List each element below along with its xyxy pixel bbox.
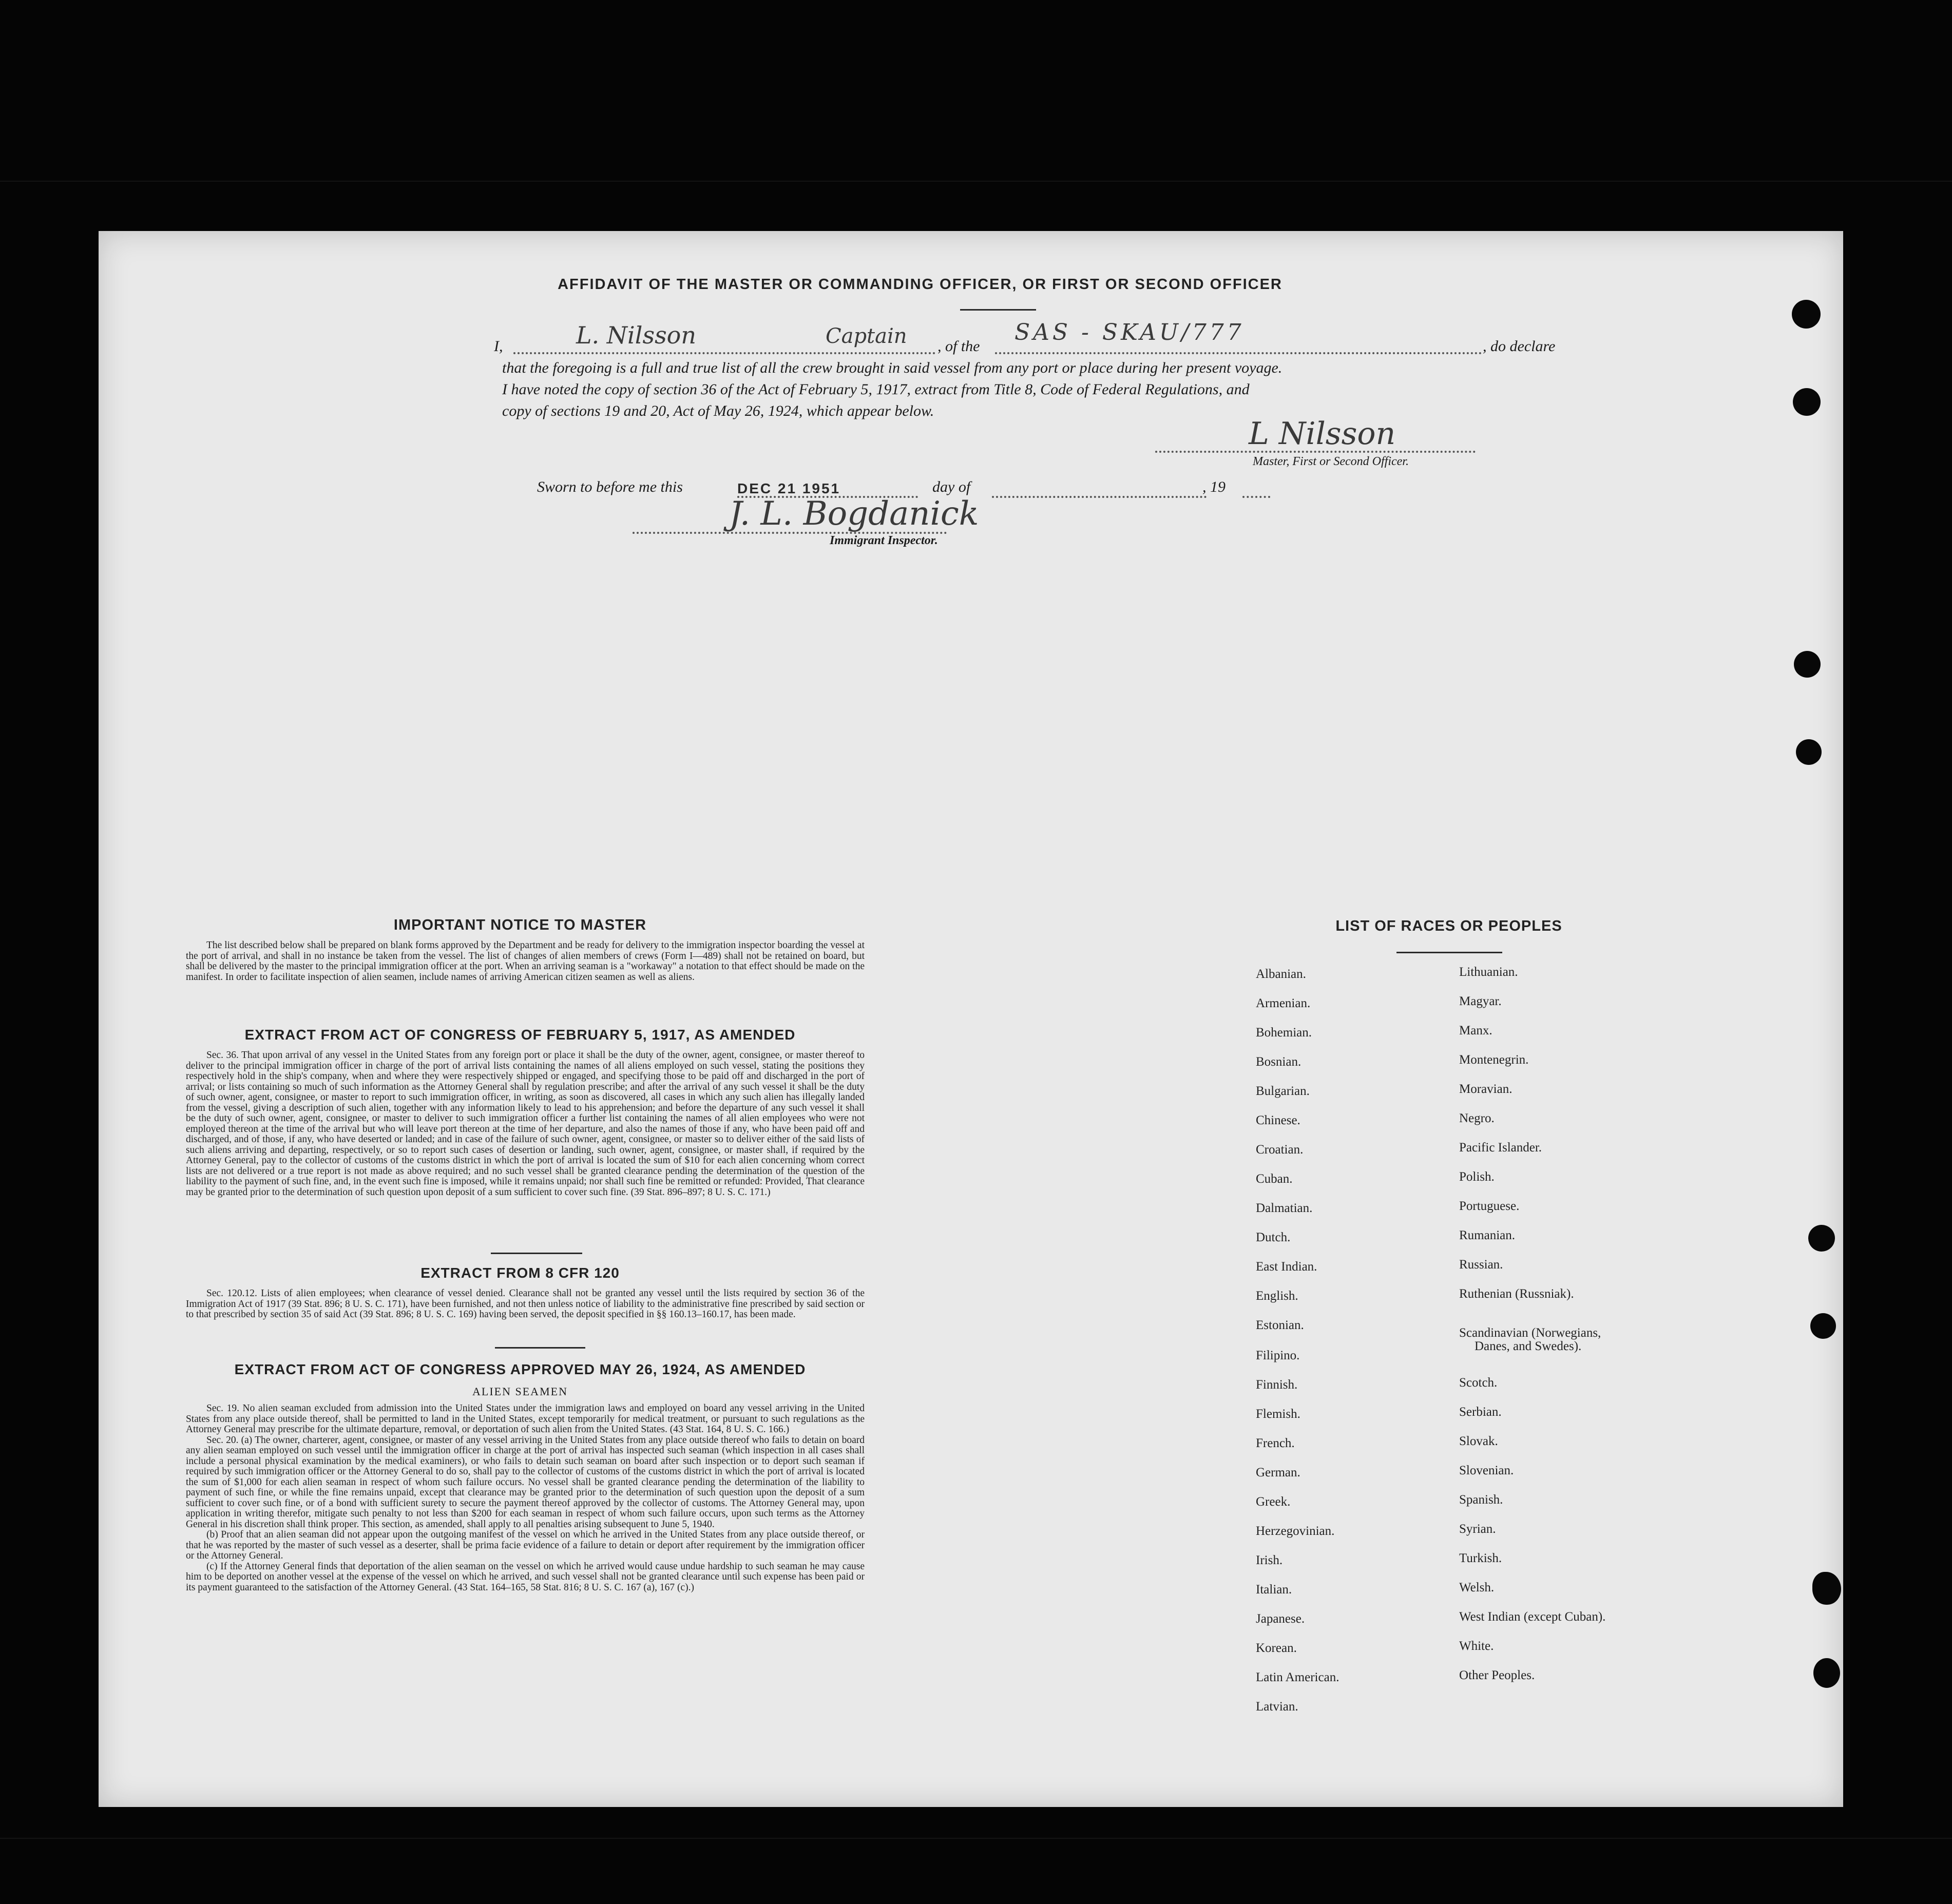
- vessel-name-handwritten: SAS - SKAU/777: [1015, 319, 1245, 345]
- section-rule: [491, 1253, 582, 1254]
- race-item: Finnish.: [1256, 1378, 1298, 1392]
- date-stamp: DEC 21 1951: [737, 480, 841, 496]
- race-item: Flemish.: [1256, 1407, 1300, 1421]
- inspector-signature: J. L. Bogdanick: [729, 495, 979, 533]
- race-item: Pacific Islander.: [1459, 1141, 1542, 1155]
- race-item: Moravian.: [1459, 1082, 1513, 1096]
- name-rank-line: [513, 352, 935, 354]
- punch-hole: [1792, 300, 1821, 329]
- notice-paragraph: The list described below shall be prepared on blank forms approved by the Department and be ready for delivery to the immigration inspector boarding the vessel at the port of arrival, and shall in no instance be taken from the vessel. The list of changes of alien members of crews (Form I—489) shall not be retained on board, but shall be delivered by the master to the principal immigration officer at the port. When an arriving seaman is a "workaway" a notation to that effect should be made on the manifest. In order to facilitate inspection of alien seamen, include names of arriving American citizen seamen as well as aliens.: [186, 940, 865, 983]
- race-item: Latvian.: [1256, 1700, 1298, 1714]
- race-item: Manx.: [1459, 1024, 1492, 1037]
- race-item: West Indian (except Cuban).: [1459, 1610, 1606, 1624]
- race-item: Lithuanian.: [1459, 965, 1518, 979]
- punch-hole: [1796, 739, 1822, 765]
- section-20b-paragraph: (b) Proof that an alien seaman did not appear upon the outgoing manifest of the vessel on which he arrived in the United States from any place outside thereof, or that he was reported by the master of such vessel as a deserter, shall be prima facie evidence of a failure to detain or deport after requirement by the immigration officer or the Attorney General.: [186, 1529, 865, 1561]
- race-item: Spanish.: [1459, 1493, 1503, 1507]
- race-item: Montenegrin.: [1459, 1053, 1529, 1067]
- extract-1924-text: [186, 1403, 865, 1593]
- section-36-paragraph: Sec. 36. That upon arrival of any vessel in the United States from any foreign port or place it shall be the duty of the owner, agent, consignee, or master thereof to deliver to the principal immigration officer in charge of the port of arrival lists containing the names of all aliens employed on such vessel, stating the positions they respectively hold in the ship's company, when and where they were respectively shipped or engaged, and specifying those to be paid off and discharged in the port of arrival; or lists containing so much of such information as the Attorney General shall by regulation prescribe; and after the arrival of any such vessel it shall be the duty of such owner, agent, consignee, or master to report to such immigration officer, in writing, as soon as discovered, all cases in which any such alien has illegally landed from the vessel, giving a description of such alien, together with any information likely to lead to his apprehension; and before the departure of any such vessel it shall be the duty of such owner, agent, consignee, or master to deliver to such immigration officer a further list containing the names of all alien employees who were not employed thereon at the time of the arrival but who will leave port thereon at the time of her departure, and also the names of those if any, who have been paid off and discharged, and of those, if any, who have deserted or landed; and in case of the failure of such owner, agent, consignee, or master so to deliver either of the said lists of such aliens arriving and departing, respectively, or so to report such cases of desertion or landing, such owner, agent, consignee, or master shall, if required by the Attorney General, pay to the collector of customs of the customs district in which the port of arrival is located the sum of $10 for each alien concerning whom correct lists are not delivered or a true report is not made as above required; and no such vessel shall be granted clearance pending the determination of the question of the liability to the payment of such fine, and, in the event such fine is imposed, while it remains unpaid; nor shall such fine be remitted or refunded: Provided, That clearance may be granted prior to the determination of such question upon deposit of a sum sufficient to cover such fine. (39 Stat. 896–897; 8 U. S. C. 171.): [186, 1050, 865, 1198]
- race-item: Magyar.: [1459, 994, 1502, 1008]
- punch-hole: [1813, 1658, 1840, 1688]
- notice-text: [186, 940, 865, 983]
- race-item: East Indian.: [1256, 1260, 1317, 1274]
- race-item: Herzegovinian.: [1256, 1524, 1335, 1538]
- race-item: Syrian.: [1459, 1522, 1496, 1536]
- affidavit-line-4: copy of sections 19 and 20, Act of May 26, 1924, which appear below.: [502, 402, 934, 419]
- race-item: Danes, and Swedes).: [1475, 1339, 1582, 1353]
- races-title-rule: [1396, 952, 1502, 953]
- race-item: Slovenian.: [1459, 1464, 1514, 1477]
- race-item: Irish.: [1256, 1553, 1283, 1567]
- race-item: Russian.: [1459, 1258, 1503, 1272]
- section-19-paragraph: Sec. 19. No alien seaman excluded from admission into the United States under the immigration laws and employed on board any vessel arriving in the United States from any place outside thereof, shall be permitted to land in the United States, except temporarily for medical treatment, or pursuant to such regulations as the Attorney General may prescribe for the ultimate departure, removal, or deportation of such alien from the United States. (43 Stat. 164, 8 U. S. C. 166.): [186, 1403, 865, 1435]
- affidavit-line-2: that the foregoing is a full and true list of all the crew brought in said vessel from any port or place during her present voyage.: [502, 359, 1283, 376]
- affidavit-line-3: I have noted the copy of section 36 of the Act of February 5, 1917, extract from Title 8, Code of Federal Regulations, and: [502, 381, 1250, 398]
- race-item: German.: [1256, 1466, 1300, 1479]
- i-label: I,: [494, 338, 503, 355]
- race-item: Rumanian.: [1459, 1228, 1516, 1242]
- race-item: Polish.: [1459, 1170, 1495, 1184]
- race-item: Bohemian.: [1256, 1026, 1312, 1040]
- document-page: [99, 231, 1843, 1807]
- race-item: White.: [1459, 1639, 1494, 1653]
- sworn-label: Sworn to before me this: [537, 478, 683, 495]
- race-item: Croatian.: [1256, 1143, 1304, 1157]
- extract-1924-title: EXTRACT FROM ACT OF CONGRESS APPROVED MAY 26, 1924, AS AMENDED: [234, 1361, 806, 1377]
- race-item: Korean.: [1256, 1641, 1297, 1655]
- race-item: Greek.: [1256, 1495, 1291, 1509]
- race-item: Chinese.: [1256, 1113, 1300, 1127]
- race-item: French.: [1256, 1436, 1295, 1450]
- race-item: Cuban.: [1256, 1172, 1293, 1186]
- race-item: Other Peoples.: [1459, 1668, 1535, 1682]
- punch-hole: [1808, 1225, 1835, 1252]
- race-item: Welsh.: [1459, 1581, 1495, 1594]
- punch-hole: [1794, 651, 1821, 678]
- extract-8cfr-text: [186, 1288, 865, 1320]
- race-item: Slovak.: [1459, 1434, 1498, 1448]
- master-rank-handwritten: Captain: [826, 324, 907, 348]
- year-line: [1242, 496, 1270, 498]
- punch-hole: [1793, 388, 1821, 416]
- race-item: Filipino.: [1256, 1349, 1300, 1362]
- master-name-handwritten: L. Nilsson: [576, 321, 696, 349]
- extract-8cfr-title: EXTRACT FROM 8 CFR 120: [420, 1265, 620, 1281]
- notice-title: IMPORTANT NOTICE TO MASTER: [393, 917, 647, 933]
- section-20c-paragraph: (c) If the Attorney General finds that deportation of the alien seaman on the vessel on which he arrived would cause undue hardship to such seaman he may cause him to be deported on another vessel at the expense of the vessel on which he arrived, and such vessel shall not be granted clearance until such expense has been paid or its payment guaranteed to the satisfaction of the Attorney General. (43 Stat. 164–165, 58 Stat. 816; 8 U. S. C. 167 (a), 167 (c).): [186, 1561, 865, 1593]
- day-of-label: day of: [932, 478, 971, 495]
- race-item: Bosnian.: [1256, 1055, 1302, 1069]
- punch-hole: [1812, 1572, 1841, 1605]
- scan-artifact: [0, 1838, 1952, 1839]
- race-item: Ruthenian (Russniak).: [1459, 1287, 1574, 1301]
- of-the-label: , of the: [937, 338, 980, 355]
- race-item: Albanian.: [1256, 967, 1306, 981]
- race-item: Armenian.: [1256, 996, 1311, 1010]
- month-line: [992, 496, 1207, 498]
- affidavit-title: AFFIDAVIT OF THE MASTER OR COMMANDING OFFICER, OR FIRST OR SECOND OFFICER: [558, 276, 1283, 293]
- extract-1917-title: EXTRACT FROM ACT OF CONGRESS OF FEBRUARY 5, 1917, AS AMENDED: [244, 1027, 796, 1043]
- master-signature: L Nilsson: [1249, 416, 1396, 452]
- race-item: Serbian.: [1459, 1405, 1502, 1419]
- race-item: Estonian.: [1256, 1318, 1304, 1332]
- year-prefix: , 19: [1202, 478, 1226, 495]
- race-item: Dutch.: [1256, 1230, 1291, 1244]
- race-item: Italian.: [1256, 1583, 1292, 1597]
- alien-seamen-subtitle: ALIEN SEAMEN: [472, 1385, 568, 1398]
- race-item: Scandinavian (Norwegians,: [1459, 1326, 1601, 1340]
- race-item: Scotch.: [1459, 1376, 1498, 1390]
- section-rule: [495, 1347, 585, 1349]
- extract-1917-text: [186, 1050, 865, 1198]
- races-title: LIST OF RACES OR PEOPLES: [1335, 918, 1562, 934]
- race-item: Bulgarian.: [1256, 1084, 1310, 1098]
- do-declare-label: , do declare: [1483, 338, 1556, 355]
- title-rule: [960, 309, 1036, 311]
- punch-hole: [1810, 1313, 1836, 1339]
- race-item: Portuguese.: [1459, 1199, 1520, 1213]
- race-item: Dalmatian.: [1256, 1201, 1313, 1215]
- race-item: Turkish.: [1459, 1551, 1502, 1565]
- inspector-caption: Immigrant Inspector.: [830, 534, 938, 547]
- race-item: Latin American.: [1256, 1670, 1339, 1684]
- vessel-line: [995, 352, 1482, 354]
- section-120-12-paragraph: Sec. 120.12. Lists of alien employees; when clearance of vessel denied. Clearance shall not be granted any vessel until the lists required by section 36 of the Immigration Act of 1917 (39 Stat. 896; 8 U. S. C. 171), have been furnished, and not then unless notice of liability to the administrative fine prescribed by said section or to that prescribed by section 35 of said Act (39 Stat. 896; 8 U. S. C. 169) having been served, the deposit specified in §§ 160.13–160.17, has been made.: [186, 1288, 865, 1320]
- master-caption: Master, First or Second Officer.: [1253, 455, 1409, 468]
- master-signature-line: [1155, 451, 1476, 453]
- scan-artifact: [0, 181, 1952, 182]
- race-item: Negro.: [1459, 1111, 1495, 1125]
- race-item: English.: [1256, 1289, 1298, 1303]
- race-item: Japanese.: [1256, 1612, 1305, 1626]
- section-20a-paragraph: Sec. 20. (a) The owner, charterer, agent, consignee, or master of any vessel arriving in the United States from any place outside thereof who fails to detain on board any alien seaman employed on such vessel until the immigration officer in charge at the port of arrival has inspected such seaman (which inspection in all cases shall include a personal physical examination by the medical examiners), or who fails to detain such seaman on board after such inspection or to deport such seaman if required by such immigration officer or the Attorney General to do so, shall pay to the collector of customs of the customs district in which the port of arrival is located the sum of $1,000 for each alien seaman in respect of whom such failure occurs. No vessel shall be granted clearance pending the determination of the liability to payment of such fine, or while the fine remains unpaid, except that clearance may be granted prior to the determination of such question upon the deposit of a sum sufficient to cover such fine, or of a bond with sufficient surety to secure the payment thereof approved by the collector of customs. The Attorney General may, upon application in writing therefor, mitigate such penalty to not less than $200 for each seaman in respect of whom such failure occurs, upon such terms as the Attorney General in his discretion shall think proper. This section, as amended, shall apply to all penalties arising subsequent to June 5, 1940.: [186, 1434, 865, 1530]
